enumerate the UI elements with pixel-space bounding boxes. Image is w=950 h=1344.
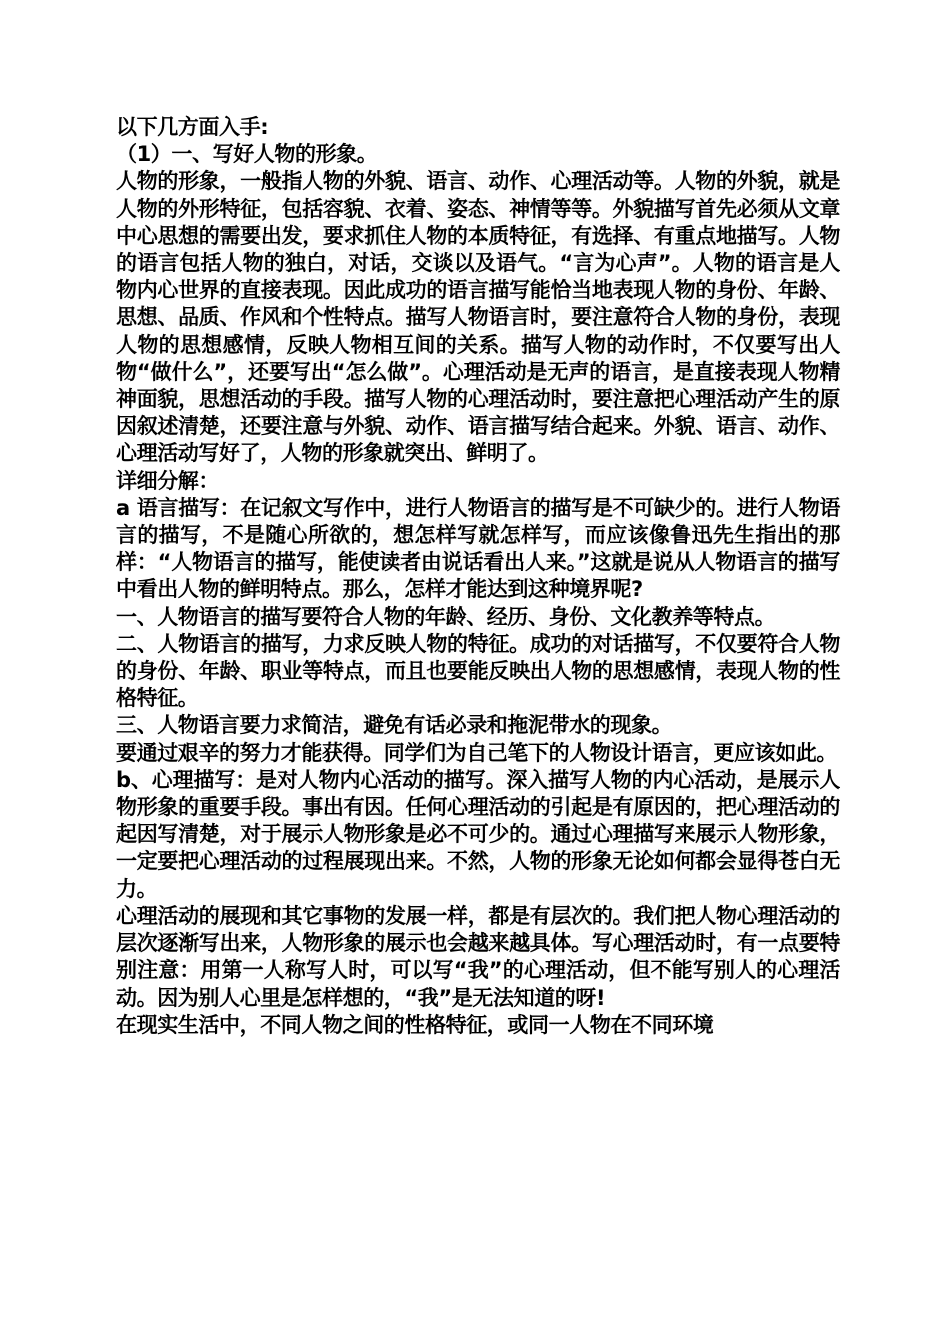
intro-line: 以下几方面入手: — [116, 115, 269, 139]
paragraph-character-image: 人物的形象，一般指人物的外貌、语言、动作、心理活动等。人物的外貌，就是人物的外形特征，包括容貌、衣着、姿态、神情等等。外貌描写首先必须从文章中心思想的需要出发，要求抓住人物的本质特征，有选择、有重点地描写。人物的语言包括人物的独白，对话，交谈以及语气。“言为心声”。人物的语言是人物内心世界的直接表现。因此成功的语言描写能恰当地表现人物的身份、年龄、思想、品质、作风和个性特点。描写人物语言时，要注意符合人物的身份，表现人物的思想感情，反映人物相互间的关系。描写人物的动作时，不仅要写出人物“做什么”，还要写出“怎么做”。心理活动是无声的语言，是直接表现人物精神面貌，思想活动的手段。描写人物的心理活动时，要注意把心理活动产生的原因叙述清楚，还要注意与外貌、动作、语言描写结合起来。外貌、语言、动作、心理活动写好了，人物的形象就突出、鲜明了。 — [116, 169, 840, 466]
paragraph-real-life: 在现实生活中，不同人物之间的性格特征，或同一人物在不同环境 — [116, 1012, 714, 1037]
document-body — [116, 114, 840, 1039]
point-one: 一、人物语言的描写要符合人物的年龄、经历、身份、文化教养等特点。 — [116, 604, 776, 629]
paragraph-language-description: a 语言描写：在记叙文写作中，进行人物语言的描写是不可缺少的。进行人物语言的描写，不是随心所欲的，想怎样写就怎样写，而应该像鲁迅先生指出的那样：“人物语言的描写，能使读者由说话看出人来。”这就是说从人物语言的描写中看出人物的鲜明特点。那么，怎样才能达到这种境界呢? — [116, 495, 840, 602]
point-three: 三、人物语言要力求简洁，避免有话必录和拖泥带水的现象。 — [116, 713, 673, 738]
paragraph-psychological-layers: 心理活动的展现和其它事物的发展一样，都是有层次的。我们把人物心理活动的层次逐渐写出来，人物形象的展示也会越来越具体。写心理活动时，有一点要特别注意：用第一人称写人时，可以写“我”的心理活动，但不能写别人的心理活动。因为别人心里是怎样想的，“我”是无法知道的呀! — [116, 903, 840, 1010]
point-two: 二、人物语言的描写，力求反映人物的特征。成功的对话描写，不仅要符合人物的身份、年龄、职业等特点，而且也要能反映出人物的思想感情，表现人物的性格特征。 — [116, 631, 840, 711]
subheading-detail: 详细分解： — [116, 468, 219, 493]
paragraph-psychological-description: b、心理描写：是对人物内心活动的描写。深入描写人物的内心活动，是展示人物形象的重要手段。事出有因。任何心理活动的引起是有原因的，把心理活动的起因写清楚，对于展示人物形象是必不可少的。通过心理描写来展示人物形象，一定要把心理活动的过程展现出来。不然，人物的形象无论如何都会显得苍白无力。 — [116, 767, 840, 901]
section-heading: （1）一、写好人物的形象。 — [116, 142, 378, 167]
paragraph-effort: 要通过艰辛的努力才能获得。同学们为自己笔下的人物设计语言，更应该如此。 — [116, 740, 837, 765]
